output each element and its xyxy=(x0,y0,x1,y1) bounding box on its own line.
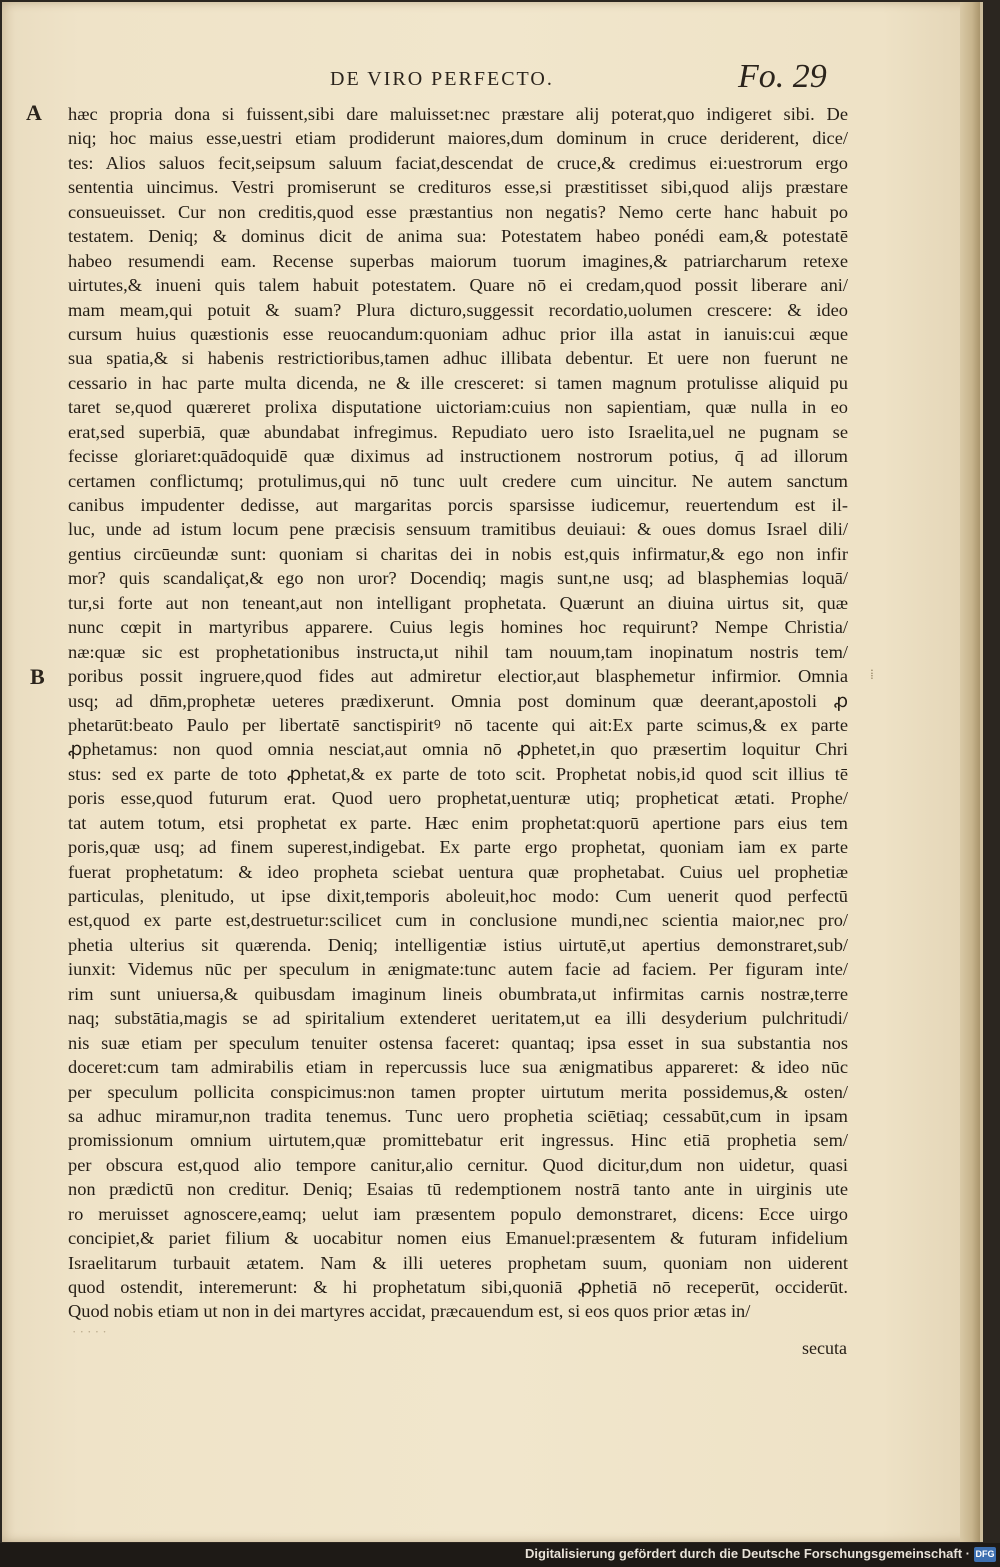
page-edge xyxy=(960,2,980,1542)
text-line: habeo resumendi eam. Recense superbas maiorum tuorum imagines,& patriarcharum retexe xyxy=(68,250,848,271)
text-line: testatem. Deniq; & dominus dicit de anima sua: Potestatem habeo ponédi eam,& potestatē xyxy=(68,226,848,247)
text-line: canibus impudenter dedisse, aut margaritas porcis sparsisse iudicemur, reuertendum est il- xyxy=(68,495,848,515)
text-line: naq; substātia,magis se ad spiritalium extenderet ueritatem,ut ea illi desyderium pulchritudi/ xyxy=(68,1008,848,1029)
text-line: certamen conflictumq; protulimus,qui nō tunc uult credere cum uincitur. Ne autem sanctum xyxy=(68,470,848,491)
text-line: luc, unde ad istum locum pene præcisis sensuum tramitibus deuiaui: & oues domus Israel dili/ xyxy=(68,519,848,540)
text-line: tur,si forte aut non teneant,aut non intelligant prophetata. Quærunt an diuina uirtus sit, quæ xyxy=(68,592,848,613)
page-header xyxy=(0,58,1000,108)
text-line: usq; ad dn̄m,prophetæ ueteres prædixerunt. Omnia post dominum quæ deerant,apostoli ꝓ xyxy=(68,690,848,711)
margin-smudge: ⁞ xyxy=(870,668,874,683)
text-line: nunc cœpit in martyribus apparere. Cuius legis homines hoc requirunt? Nempe Christia/ xyxy=(68,617,848,638)
text-line: nis suæ etiam per speculum tenuiter ostensa faceret: quantaq; ipsa esset in sua substantia nos xyxy=(68,1032,848,1053)
funding-credit: Digitalisierung gefördert durch die Deutsche Forschungsgemeinschaft · xyxy=(525,1546,970,1561)
text-line: hæc propria dona si fuissent,sibi dare maluisset:nec præstare alij poterat,quo indigeret sibi. De xyxy=(68,104,848,124)
text-line: consueuisset. Cur non creditis,quod esse præstantius non negatis? Nemo certe hanc habuit po xyxy=(68,201,848,222)
text-line: erat,sed superbiā, quæ abundabat infregimus. Repudiato uero isto Israelita,uel ne pugnam se xyxy=(68,421,848,442)
text-line: fecisse gloriaret:quādoquidē quæ diximus ad instructionem nostrorum potius, q̄ ad illorum xyxy=(68,446,848,467)
text-line: tat autem totum, etsi prophetat ex parte. Hæc enim prophetat:quorū apertione pars eius tem xyxy=(68,812,848,833)
folio-number: Fo. 29 xyxy=(738,58,827,95)
text-line: ꝓphetamus: non quod omnia nesciat,aut omnia nō ꝓphetet,in quo præsertim loquitur Chri xyxy=(68,739,848,760)
text-line: cursum huius quæstionis esse reuocandum:quoniam adhuc prior illa astat in ianuis:cui æque xyxy=(68,323,848,344)
faint-mark: · · · · · xyxy=(72,1324,107,1339)
text-line: Israelitarum turbauit ætatem. Nam & illi ueteres prophetam suum, quoniam non uiderent xyxy=(68,1252,848,1273)
catchword: secuta xyxy=(802,1338,847,1358)
body-text xyxy=(68,102,848,1324)
text-line: phetia ulterius sit quærenda. Deniq; intelligentiæ istius uirtutē,ut apertius demonstraret,sub/ xyxy=(68,934,848,955)
text-line: uirtutes,& inueni quis talem habuit potestatem. Quare nō ei credam,quod possit liberare ani/ xyxy=(68,275,848,296)
text-line: fuerat prophetatum: & ideo propheta sciebat uentura quæ prophetabat. Cuius uel prophetiæ xyxy=(68,861,848,882)
text-line: particulas, plenitudo, ut ipse dixit,temporis aboleuit,hoc modo: Cum uenerit quod perfectū xyxy=(68,886,848,906)
text-line: ro meruisset agnoscere,eamq; uelut iam præsentem populo demonstraret, dicens: Ecce uirgo xyxy=(68,1203,848,1224)
text-line: næ:quæ sic est prophetationibus instructa,ut nihil tam nouum,tam inopinatum nostris tem/ xyxy=(68,641,848,662)
text-line: non prædictū non creditur. Deniq; Esaias tū redemptionem nostrā tanto ante in uirginis ute xyxy=(68,1179,848,1200)
text-line: per obscura est,quod alio tempore canitur,alio cernitur. Quod dicitur,dum non uidetur, quasi xyxy=(68,1154,848,1175)
text-line: poris esse,quod futurum erat. Quod uero prophetat,uenturæ utiq; propheticat ætati. Prophe/ xyxy=(68,788,848,809)
text-line: poribus possit ingruere,quod fides aut admiretur electior,aut blasphemetur infirmior. Omnia xyxy=(68,666,848,687)
text-line: mam meam,qui potuit & suam? Plura dicturo,suggessit recordatio,uolumen crescere: & ideo xyxy=(68,299,848,320)
running-title: DE VIRO PERFECTO. xyxy=(330,68,554,90)
section-marker-b: B xyxy=(30,664,45,689)
text-line: promissionum omnium uirtutem,quæ promittebatur erit ingressus. Hinc etiā prophetia sem/ xyxy=(68,1130,848,1151)
text-line: iunxit: Videmus nūc per speculum in ænigmate:tunc autem facie ad faciem. Per figuram inte/ xyxy=(68,959,848,980)
text-line: poris,quæ usq; ad finem superest,indigebat. Ex parte ergo prophetat, quoniam iam ex parte xyxy=(68,837,848,858)
digitization-footer xyxy=(0,1543,1000,1567)
text-line: est,quod ex parte est,destruetur:scilicet cum in conclusione mundi,nec scientia maior,nec pro/ xyxy=(68,910,848,931)
text-line: sua spatia,& si habenis restrictioribus,tamen adhuc illibata debentur. Et uere non fuerunt ne xyxy=(68,348,848,369)
text-line: tes: Alios saluos fecit,seipsum saluum faciat,descendat de cruce,& credimus ei:uestrorum ergo xyxy=(68,152,848,173)
dfg-logo-icon: DFG xyxy=(974,1547,996,1562)
text-line: cessario in hac parte multa dicenda, ne & ille cresceret: si tamen magnum protulisse aliquid pu xyxy=(68,372,848,393)
text-line: niq; hoc maius esse,uestri etiam prodiderunt maiores,dum dominum in cruce deriderent, dice/ xyxy=(68,128,848,149)
text-line: concipiet,& pariet filium & uocabitur nomen eius Emanuel:præsentem & futuram infidelium xyxy=(68,1228,848,1249)
text-line: quod ostendit, interemerunt: & hi prophetatum sibi,quoniā ꝓphetiā nō receperūt, occiderūt. xyxy=(68,1277,848,1297)
text-line: sententia uincimus. Vestri promiserunt se credituros esse,si præstitisset sibi,quod alijs præstare xyxy=(68,177,848,198)
text-line: taret se,quod quæreret prolixa disputatione uictoriam:cuius non sapientiam, quæ nulla in eo xyxy=(68,397,848,418)
section-marker-a: A xyxy=(26,100,42,125)
text-line: gentius circūeundæ sunt: quoniam si charitas dei in nobis est,quis infirmatur,& ego non infir xyxy=(68,543,848,564)
text-line: per speculum pollicita conspicimus:non tamen propter uirtutum merita possidemus,& osten/ xyxy=(68,1081,848,1102)
text-line: stus: sed ex parte de toto ꝓphetat,& ex parte de toto scit. Prophetat nobis,id quod scit illius tē xyxy=(68,763,848,784)
text-line: mor? quis scandaliçat,& ego non uror? Docendiq; magis sunt,ne usq; ad blasphemias loquā/ xyxy=(68,568,848,589)
text-line: phetarūt:beato Paulo per libertatē sanctispiritꝰ nō tacente qui ait:Ex parte scimus,& ex parte xyxy=(68,714,848,735)
text-line: Quod nobis etiam ut non in dei martyres accidat, præcauendum est, si eos quos prior ætas in/ xyxy=(68,1301,751,1322)
text-line: doceret:cum tam admirabilis etiam in repercussis luce sua ænigmatibus appareret: & ideo nūc xyxy=(68,1057,848,1078)
text-line: rim sunt uniuersa,& quibusdam imaginum lineis obumbrata,ut infirmitas carnis nostræ,terre xyxy=(68,983,848,1004)
text-line: sa adhuc miramur,non tradita tenemus. Tunc uero prophetia sciētiaq; cessabūt,cum in ipsam xyxy=(68,1105,848,1126)
